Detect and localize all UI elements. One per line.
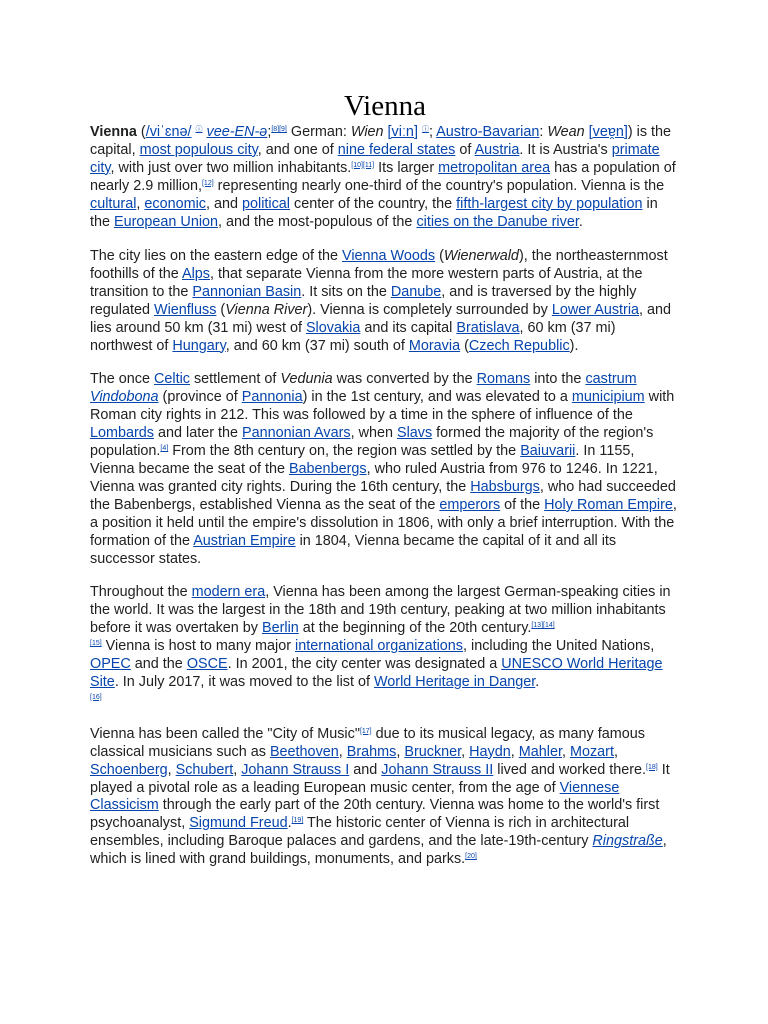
term-vienna-river: Vienna River	[225, 301, 308, 318]
reference-20[interactable]: [20]	[465, 853, 477, 861]
reference-13-14[interactable]: [13][14]	[531, 622, 555, 630]
text: , who ruled Austria from 976 to 1246. In 1221, Vienna was granted city rights. During the 16th century, the	[90, 461, 658, 495]
link-berlin[interactable]: Berlin	[261, 620, 299, 637]
link-romans[interactable]: Romans	[476, 371, 531, 388]
link-pannonian-basin[interactable]: Pannonian Basin	[192, 283, 302, 300]
text: and	[349, 761, 382, 778]
reference-19[interactable]: [19]	[291, 817, 304, 825]
link-metropolitan-area[interactable]: metropolitan area	[438, 159, 551, 176]
term-vedunia: Vedunia	[280, 371, 333, 388]
text: , and	[205, 195, 242, 212]
link-celtic[interactable]: Celtic	[154, 371, 190, 388]
subject-bold: Vienna	[90, 124, 137, 140]
text: . It is Austria's	[519, 141, 612, 158]
text: ,	[136, 195, 145, 212]
text: , and is traversed by the highly regulated	[90, 283, 637, 318]
link-economic[interactable]: economic	[144, 195, 206, 212]
audio-icon[interactable]: ⓘ	[195, 126, 203, 133]
text: (	[136, 124, 146, 140]
text: Vienna has been called the "City of Music"	[90, 725, 360, 742]
text: ), the northeasternmost foothills of the	[90, 248, 668, 282]
link-sigmund-freud[interactable]: Sigmund Freud	[189, 815, 288, 832]
link-johann-strauss-i[interactable]: Johann Strauss I	[241, 761, 350, 778]
text: of	[455, 141, 475, 158]
link-czech-republic[interactable]: Czech Republic	[468, 337, 570, 354]
text: ,	[461, 743, 470, 760]
paragraph-history	[90, 371, 680, 568]
text: , 60 km (37 mi) northwest of	[90, 319, 616, 354]
page-title: Vienna	[343, 90, 426, 122]
link-austria[interactable]: Austria	[474, 141, 520, 158]
text: into the	[530, 371, 586, 388]
text: . In July 2017, it was moved to the list of	[114, 673, 374, 690]
link-modern-era[interactable]: modern era	[191, 584, 266, 601]
link-pannonian-avars[interactable]: Pannonian Avars	[242, 425, 351, 442]
text: ,	[396, 743, 405, 760]
text: . It sits on the	[301, 283, 391, 300]
text: ,	[338, 743, 347, 760]
paragraph-intro	[90, 124, 680, 231]
text: Its larger	[374, 159, 439, 176]
reference-10-11[interactable]: [10][11]	[351, 161, 375, 169]
text: lived and worked there.	[493, 761, 647, 778]
link-hungary[interactable]: Hungary	[172, 337, 226, 354]
text: of the	[500, 496, 545, 513]
link-pannonia[interactable]: Pannonia	[241, 389, 303, 406]
link-vindobona[interactable]: Vindobona	[90, 389, 159, 406]
reference-17[interactable]: [17]	[359, 727, 372, 735]
link-lombards[interactable]: Lombards	[90, 425, 154, 442]
text: , when	[350, 425, 397, 442]
text: . In 1155, Vienna became the seat of the	[90, 443, 635, 477]
text: .	[535, 673, 540, 690]
link-haydn[interactable]: Haydn	[469, 743, 511, 760]
term-wien: Wien	[350, 124, 384, 140]
text: ;	[428, 124, 437, 140]
link-opec[interactable]: OPEC	[90, 656, 131, 673]
article	[90, 88, 680, 886]
text: ).	[569, 337, 579, 354]
link-most-populous-city[interactable]: most populous city	[139, 141, 258, 158]
text: :	[539, 124, 548, 140]
text: was converted by the	[332, 371, 477, 388]
text: The historic center of Vienna is rich in architectural ensembles, including Baroque palaces and gardens, and the late-19th-century	[90, 815, 630, 850]
link-johann-strauss-ii[interactable]: Johann Strauss II	[381, 761, 494, 778]
link-schubert[interactable]: Schubert	[175, 761, 234, 778]
text: ,	[561, 743, 570, 760]
text: Throughout the	[90, 584, 192, 601]
text: , Vienna has been among the largest German-speaking cities in the world. It was the largest in the 18th and 19th century, peaking at two million inhabitants before it was overtaken by	[90, 584, 671, 637]
link-municipium[interactable]: municipium	[571, 389, 645, 406]
text: German:	[286, 124, 351, 140]
text: ). Vienna is completely surrounded by	[307, 301, 552, 318]
link-osce[interactable]: OSCE	[186, 656, 228, 673]
text: and the	[130, 656, 187, 673]
text: (	[435, 248, 444, 265]
link-lower-austria[interactable]: Lower Austria	[551, 301, 640, 318]
text: , which is lined with grand buildings, monuments, and parks.	[90, 833, 667, 868]
link-political[interactable]: political	[242, 195, 290, 212]
link-bruckner[interactable]: Bruckner	[404, 743, 462, 760]
link-viennese-classicism[interactable]: Viennese Classicism	[90, 779, 620, 814]
paragraph-music	[90, 726, 680, 869]
link-baiuvarii[interactable]: Baiuvarii	[520, 443, 576, 460]
reference-12[interactable]: [12]	[201, 179, 214, 187]
text: , and one of	[257, 141, 338, 158]
link-cities-on-danube[interactable]: cities on the Danube river	[416, 213, 579, 230]
text: due to its musical legacy, as many famous classical musicians such as	[90, 725, 645, 760]
text: and later the	[154, 425, 243, 442]
text: . In 2001, the city center was designated a	[227, 656, 502, 673]
reference-15[interactable]: [15]	[90, 640, 102, 648]
text: , that separate Vienna from the more western parts of Austria, at the transition to the	[90, 265, 643, 300]
link-wienfluss[interactable]: Wienfluss	[154, 301, 217, 318]
text: It played a pivotal role as a leading European music center, from the age of	[90, 761, 670, 796]
text: , who had succeeded the Babenbergs, established Vienna as the seat of the	[90, 478, 676, 513]
reference-4[interactable]: [4]	[160, 445, 169, 453]
text: (province of	[158, 389, 242, 406]
link-alps[interactable]: Alps	[182, 265, 210, 282]
text: The once	[90, 371, 154, 388]
paragraph-modern-era	[90, 584, 680, 709]
link-european-union[interactable]: European Union	[114, 213, 219, 230]
text: ,	[510, 743, 519, 760]
text: through the early part of the 20th century. Vienna was home to the world's first psychoanalyst,	[90, 797, 660, 832]
link-ringstrasse[interactable]: Ringstraße	[592, 833, 663, 850]
link-international-organizations[interactable]: international organizations	[295, 638, 464, 655]
text: , and lies around 50 km (31 mi) west of	[90, 301, 672, 336]
link-nine-federal-states[interactable]: nine federal states	[337, 141, 456, 158]
reference-8-9[interactable]: [8][9]	[271, 126, 287, 133]
text: (	[460, 337, 469, 354]
text: , and 60 km (37 mi) south of	[225, 337, 409, 354]
link-austro-bavarian[interactable]: Austro-Bavarian	[436, 124, 540, 140]
text: ;	[267, 124, 272, 140]
text: center of the country, the	[290, 195, 457, 212]
link-fifth-largest-city[interactable]: fifth-largest city by population	[456, 195, 643, 212]
link-emperors[interactable]: emperors	[439, 496, 501, 513]
reference-18[interactable]: [18]	[646, 763, 658, 771]
link-wean-ipa[interactable]: [veɐ̯n]	[588, 124, 628, 140]
text: .	[578, 213, 583, 230]
text: , including the United Nations,	[463, 638, 655, 655]
link-ipa[interactable]: /viˈɛnə/	[145, 124, 192, 140]
link-slavs[interactable]: Slavs	[396, 425, 433, 442]
text: ) is the capital,	[90, 124, 672, 158]
text: (	[216, 301, 226, 318]
link-beethoven[interactable]: Beethoven	[269, 743, 339, 760]
link-mahler[interactable]: Mahler	[518, 743, 562, 760]
text: representing nearly one-third of the country's population. Vienna is the	[213, 177, 665, 194]
link-primate-city[interactable]: primate city	[90, 141, 660, 176]
text: Vienna is host to many major	[101, 638, 295, 655]
link-pronunciation[interactable]: vee-EN-ə	[206, 124, 268, 140]
text: .	[287, 815, 292, 832]
link-habsburgs[interactable]: Habsburgs	[470, 478, 540, 495]
link-wien-ipa[interactable]: [viːn]	[387, 124, 418, 140]
text: , a position it held until the empire's dissolution in 1806, with only a brief interruption. With the formation of the	[90, 496, 677, 549]
link-schoenberg[interactable]: Schoenberg	[90, 761, 168, 778]
text: From the 8th century on, the region was settled by the	[168, 443, 521, 460]
text: settlement of	[189, 371, 281, 388]
link-mozart[interactable]: Mozart	[569, 743, 614, 760]
text: in the	[90, 195, 658, 230]
text: at the beginning of the 20th century.	[298, 620, 532, 637]
link-danube[interactable]: Danube	[390, 283, 442, 300]
link-brahms[interactable]: Brahms	[346, 743, 397, 760]
text: , with just over two million inhabitants.	[110, 159, 352, 176]
link-world-heritage-in-danger[interactable]: World Heritage in Danger	[373, 673, 536, 690]
text: formed the majority of the region's population.	[90, 425, 654, 460]
text: , and the most-populous of the	[218, 213, 417, 230]
link-holy-roman-empire[interactable]: Holy Roman Empire	[544, 496, 673, 513]
term-wean: Wean	[547, 124, 585, 140]
reference-16[interactable]: [16]	[90, 693, 102, 701]
link-slovakia[interactable]: Slovakia	[305, 319, 361, 336]
text: ,	[233, 761, 242, 778]
paragraph-geography	[90, 248, 680, 355]
link-vienna-woods[interactable]: Vienna Woods	[342, 248, 436, 265]
text: has a population of nearly 2.9 million,	[90, 159, 676, 194]
text: ,	[613, 743, 618, 760]
text: ,	[167, 761, 176, 778]
link-babenbergs[interactable]: Babenbergs	[288, 461, 367, 477]
audio-icon[interactable]: ⓘ	[421, 126, 429, 133]
text: The city lies on the eastern edge of the	[90, 248, 342, 265]
text: in 1804, Vienna became the capital of it and all its successor states.	[90, 532, 617, 567]
link-cultural[interactable]: cultural	[90, 195, 137, 212]
term-wienerwald: Wienerwald	[443, 248, 519, 265]
link-unesco-world-heritage-site[interactable]: UNESCO World Heritage Site	[90, 656, 663, 690]
link-moravia[interactable]: Moravia	[408, 337, 461, 354]
text: with Roman city rights in 212. This was followed by a time in the sphere of influence of the	[90, 389, 675, 424]
link-austrian-empire[interactable]: Austrian Empire	[193, 532, 296, 549]
link-castrum[interactable]: castrum	[585, 371, 637, 388]
text: and its capital	[360, 319, 457, 336]
text: ) in the 1st century, and was elevated to a	[302, 389, 572, 406]
link-bratislava[interactable]: Bratislava	[456, 319, 520, 336]
